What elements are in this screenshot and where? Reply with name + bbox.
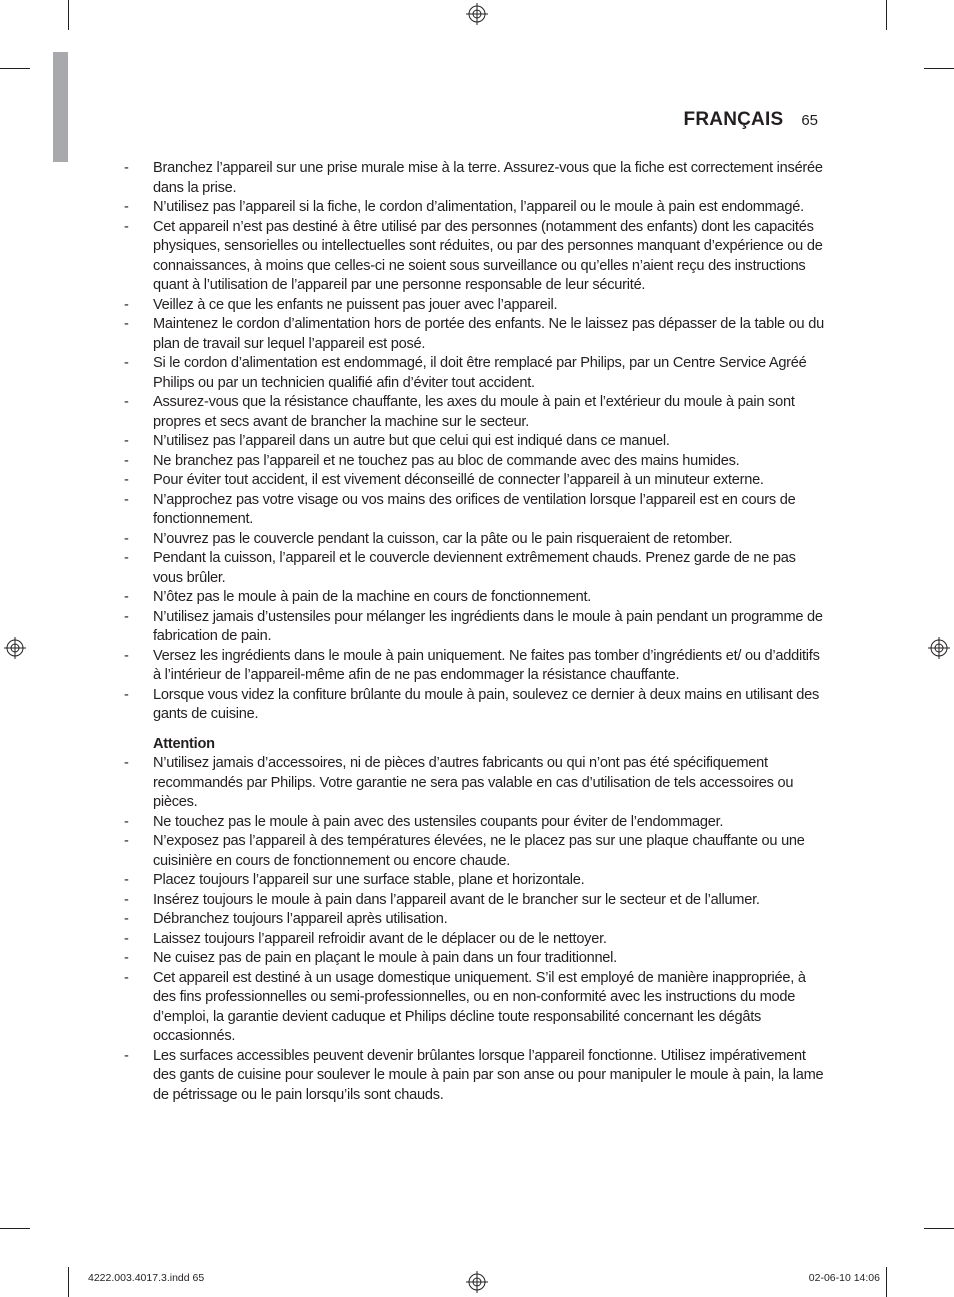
list-item: - Branchez l’appareil sur une prise murale mise à la terre. Assurez-vous que la fiche est correctement insérée dans la prise. [124, 160, 823, 196]
list-item: - Maintenez le cordon d’alimentation hors de portée des enfants. Ne le laissez pas dépasser de la table ou du plan de travail sur lequel l’appareil est posé. [124, 316, 824, 352]
list-item: - N’approchez pas votre visage ou vos mains des orifices de ventilation lorsque l’appareil est en cours de fonctionnement. [124, 491, 796, 527]
list-item-text: Placez toujours l’appareil sur une surface stable, plane et horizontale. [153, 872, 585, 888]
crop-mark [68, 0, 69, 30]
list-item-text: Lorsque vous videz la confiture brûlante du moule à pain, soulevez ce dernier à deux mains en utilisant des gants de cuisine. [153, 686, 820, 722]
list-item-text: Laissez toujours l’appareil refroidir avant de le déplacer ou de le nettoyer. [153, 930, 607, 947]
list-item-text: N’utilisez pas l’appareil dans un autre but que celui qui est indiqué dans ce manuel. [153, 433, 670, 449]
list-item: - Insérez toujours le moule à pain dans l’appareil avant de le brancher sur le secteur et de l’allumer. [124, 891, 760, 908]
list-item: - Placez toujours l’appareil sur une surface stable, plane et horizontale. [124, 872, 585, 888]
list-item: - Pendant la cuisson, l’appareil et le couvercle deviennent extrêmement chauds. Prenez garde de ne pas vous brûler. [124, 550, 796, 586]
crop-mark [924, 68, 954, 69]
list-item-text: N’utilisez jamais d’ustensiles pour mélanger les ingrédients dans le moule à pain pendant un programme de fabrication de pain. [153, 608, 823, 644]
list-item: - N’exposez pas l’appareil à des températures élevées, ne le placez pas sur une plaque chauffante ou une cuisinière en cours de fonctionnement ou encore chaude. [124, 833, 805, 869]
attention-heading: Attention [153, 735, 215, 752]
list-item-text: Ne branchez pas l’appareil et ne touchez pas au bloc de commande avec des mains humides. [153, 452, 740, 469]
list-item-text: Si le cordon d’alimentation est endommagé, il doit être remplacé par Philips, par un Centre Service Agréé Philips ou par un technicien qualifié afin d’éviter tout accident. [153, 355, 807, 391]
crop-mark [0, 1228, 30, 1229]
list-item: - N’ôtez pas le moule à pain de la machine en cours de fonctionnement. [124, 589, 592, 605]
list-item-text: N’ôtez pas le moule à pain de la machine en cours de fonctionnement. [153, 589, 592, 605]
list-item: - N’utilisez jamais d’accessoires, ni de pièces d’autres fabricants ou qui n’ont pas été spécifiquement recommandés par Philips. Votre garantie ne sera pas valable en cas d’utilisation de tels accessoires ou pièces. [124, 755, 794, 810]
list-item-text: Les surfaces accessibles peuvent devenir brûlantes lorsque l’appareil fonctionne. Utilisez impérativement des gants de cuisine pour soulever le moule à pain par son anse ou pour manipuler le moule à pain, la lame de pétrissage ou le pain lorsqu’ils sont chauds. [153, 1047, 824, 1103]
list-item: - Ne cuisez pas de pain en plaçant le moule à pain dans un four traditionnel. [124, 950, 617, 966]
attention-list [124, 754, 824, 1105]
registration-mark-icon [928, 637, 950, 659]
list-item-text: N’approchez pas votre visage ou vos mains des orifices de ventilation lorsque l’appareil est en cours de fonctionnement. [153, 491, 796, 527]
list-item: - Veillez à ce que les enfants ne puissent pas jouer avec l’appareil. [124, 296, 558, 313]
list-item: - N’utilisez jamais d’ustensiles pour mélanger les ingrédients dans le moule à pain pendant un programme de fabrication de pain. [124, 608, 823, 644]
registration-mark-icon [466, 1271, 488, 1293]
crop-mark [0, 68, 30, 69]
list-item: - Les surfaces accessibles peuvent devenir brûlantes lorsque l’appareil fonctionne. Utilisez impérativement des gants de cuisine pour soulever le moule à pain par son anse ou pour manipuler le moule à pain, la lame de pétrissage ou le pain lorsqu’ils sont chauds. [124, 1047, 824, 1103]
footer-file-info: 4222.003.4017.3.indd 65 [88, 1272, 205, 1284]
section-tab [53, 52, 68, 162]
list-item-text: N’ouvrez pas le couvercle pendant la cuisson, car la pâte ou le pain risqueraient de retomber. [153, 530, 733, 547]
registration-mark-icon [4, 637, 26, 659]
crop-mark [924, 1228, 954, 1229]
list-item: - Assurez-vous que la résistance chauffante, les axes du moule à pain et l’extérieur du moule à pain sont propres et secs avant de brancher la machine sur le secteur. [124, 394, 795, 430]
crop-mark [68, 1267, 69, 1297]
list-item-text: N’exposez pas l’appareil à des températures élevées, ne le placez pas sur une plaque chauffante ou une cuisinière en cours de fonctionnement ou encore chaude. [153, 833, 805, 869]
language-title: FRANÇAIS [683, 109, 784, 130]
list-item-text: Versez les ingrédients dans le moule à pain uniquement. Ne faites pas tomber d’ingrédients et/ ou d’additifs à l’intérieur de l’appareil-même afin de ne pas endommager la résistance chauffante. [153, 647, 820, 683]
footer-date: 02-06-10 14:06 [808, 1272, 880, 1284]
list-item: - Lorsque vous videz la confiture brûlante du moule à pain, soulevez ce dernier à deux mains en utilisant des gants de cuisine. [124, 686, 820, 722]
list-item: - Versez les ingrédients dans le moule à pain uniquement. Ne faites pas tomber d’ingrédients et/ ou d’additifs à l’intérieur de l’appareil-même afin de ne pas endommager la résistance chauffante. [124, 647, 820, 683]
list-item-text: N’utilisez jamais d’accessoires, ni de pièces d’autres fabricants ou qui n’ont pas été spécifiquement recommandés par Philips. Votre garantie ne sera pas valable en cas d’utilisation de tels accessoires ou pièces. [153, 755, 794, 810]
list-item: - Ne touchez pas le moule à pain avec des ustensiles coupants pour éviter de l’endommager. [124, 813, 724, 830]
list-item-text: Branchez l’appareil sur une prise murale mise à la terre. Assurez-vous que la fiche est correctement insérée dans la prise. [153, 160, 823, 196]
list-item: - Cet appareil n’est pas destiné à être utilisé par des personnes (notamment des enfants) dont les capacités physiques, sensorielles ou intellectuelles sont réduites, ou par des personnes manquant d’expérience ou de connaissances, à moins que celles-ci ne soient sous surveillance ou qu’elles n’aient reçu des instructions quant à l’utilisation de l’appareil par une personne responsable de leur sécurité. [124, 218, 823, 293]
list-item-text: Veillez à ce que les enfants ne puissent pas jouer avec l’appareil. [153, 296, 558, 313]
list-item-text: Pendant la cuisson, l’appareil et le couvercle deviennent extrêmement chauds. Prenez garde de ne pas vous brûler. [153, 550, 796, 586]
list-item: - N’utilisez pas l’appareil si la fiche, le cordon d’alimentation, l’appareil ou le moule à pain est endommagé. [124, 199, 804, 215]
list-item-text: Cet appareil est destiné à un usage domestique uniquement. S’il est employé de manière inappropriée, à des fins professionnelles ou semi-professionnelles, ou en non-conformité avec les instructions du mode d’emploi, la garantie devient caduque et Philips décline toute responsabilité concernant les dégâts occasionnés. [153, 969, 806, 1044]
list-item: - Laissez toujours l’appareil refroidir avant de le déplacer ou de le nettoyer. [124, 930, 607, 947]
list-item-text: N’utilisez pas l’appareil si la fiche, le cordon d’alimentation, l’appareil ou le moule à pain est endommagé. [153, 199, 804, 215]
list-item: - Débranchez toujours l’appareil après utilisation. [124, 911, 448, 927]
list-item: - N’ouvrez pas le couvercle pendant la cuisson, car la pâte ou le pain risqueraient de retomber. [124, 530, 733, 547]
list-item: - Ne branchez pas l’appareil et ne touchez pas au bloc de commande avec des mains humides. [124, 452, 740, 469]
list-item-text: Cet appareil n’est pas destiné à être utilisé par des personnes (notamment des enfants) dont les capacités physiques, sensorielles ou intellectuelles sont réduites, ou par des personnes manquant d’expérience ou de connaissances, à moins que celles-ci ne soient sous surveillance ou qu’elles n’aient reçu des instructions quant à l’utilisation de l’appareil par une personne responsable de leur sécurité. [153, 218, 823, 293]
list-item-text: Maintenez le cordon d’alimentation hors de portée des enfants. Ne le laissez pas dépasser de la table ou du plan de travail sur lequel l’appareil est posé. [153, 316, 824, 352]
registration-mark-icon [466, 3, 488, 25]
list-item: - Cet appareil est destiné à un usage domestique uniquement. S’il est employé de manière inappropriée, à des fins professionnelles ou semi-professionnelles, ou en non-conformité avec les instructions du mode d’emploi, la garantie devient caduque et Philips décline toute responsabilité concernant les dégâts occasionnés. [124, 969, 806, 1044]
safety-list [124, 159, 824, 725]
list-item-text: Insérez toujours le moule à pain dans l’appareil avant de le brancher sur le secteur et de l’allumer. [153, 891, 760, 908]
list-item-text: Débranchez toujours l’appareil après utilisation. [153, 911, 448, 927]
page-number: 65 [801, 112, 818, 129]
list-item-text: Ne touchez pas le moule à pain avec des ustensiles coupants pour éviter de l’endommager. [153, 813, 724, 830]
list-item-text: Assurez-vous que la résistance chauffante, les axes du moule à pain et l’extérieur du moule à pain sont propres et secs avant de brancher la machine sur le secteur. [153, 394, 795, 430]
list-item: - Si le cordon d’alimentation est endommagé, il doit être remplacé par Philips, par un Centre Service Agréé Philips ou par un technicien qualifié afin d’éviter tout accident. [124, 355, 807, 391]
safety-content [124, 159, 824, 1105]
list-item-text: Ne cuisez pas de pain en plaçant le moule à pain dans un four traditionnel. [153, 950, 617, 966]
page-header [684, 109, 818, 131]
crop-mark [886, 1267, 887, 1297]
list-item: - N’utilisez pas l’appareil dans un autre but que celui qui est indiqué dans ce manuel. [124, 433, 670, 449]
list-item-text: Pour éviter tout accident, il est vivement déconseillé de connecter l’appareil à un minuteur externe. [153, 472, 764, 488]
list-item: - Pour éviter tout accident, il est vivement déconseillé de connecter l’appareil à un minuteur externe. [124, 472, 764, 488]
crop-mark [886, 0, 887, 30]
